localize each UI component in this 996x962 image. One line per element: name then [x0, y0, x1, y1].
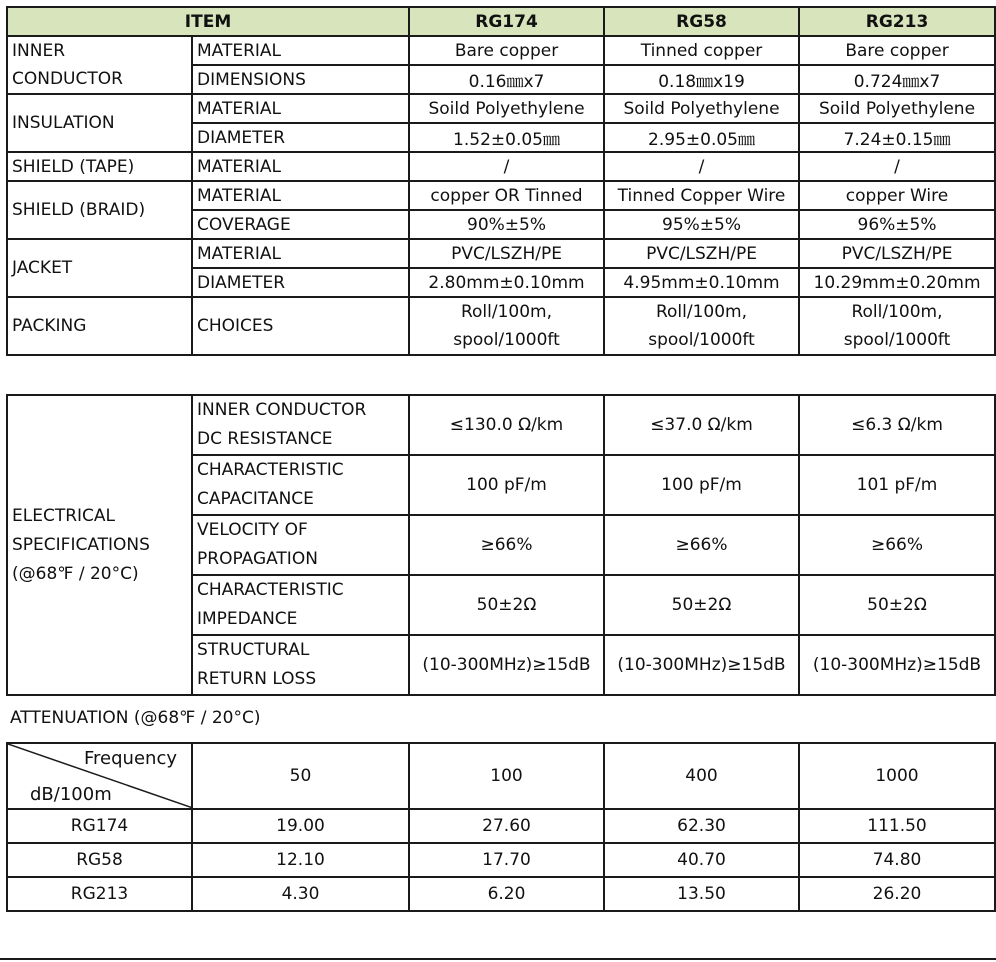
cell: 7.24±0.15㎜ — [799, 123, 995, 152]
electrical-label-line: (@68℉ / 20°C) — [12, 563, 139, 584]
packing-line: Roll/100m, — [655, 302, 748, 322]
label-line: RETURN LOSS — [197, 669, 317, 689]
property-label: MATERIAL — [192, 36, 409, 65]
cell: 6.20 — [409, 877, 604, 911]
cell: 0.724㎜x7 — [799, 65, 995, 94]
construction-table — [6, 6, 996, 356]
cell: 90%±5% — [409, 210, 604, 239]
cell: (10-300MHz)≥15dB — [409, 635, 604, 695]
item-header: ITEM — [7, 7, 409, 36]
model-header: RG213 — [799, 7, 995, 36]
cell: 100 pF/m — [604, 455, 799, 515]
table-row — [7, 152, 995, 181]
table-row — [7, 239, 995, 268]
property-label: DIAMETER — [192, 123, 409, 152]
cell: (10-300MHz)≥15dB — [604, 635, 799, 695]
cell: / — [799, 152, 995, 181]
packing-line: Roll/100m, — [460, 302, 553, 322]
cell: 100 pF/m — [409, 455, 604, 515]
table-row — [7, 297, 995, 355]
label-line: VELOCITY OF — [197, 520, 308, 540]
model-cell: RG213 — [7, 877, 192, 911]
cell: Bare copper — [409, 36, 604, 65]
label-line: PROPAGATION — [197, 549, 318, 569]
cell: copper Wire — [799, 181, 995, 210]
inner-conductor-label: INNER CONDUCTOR — [12, 41, 123, 89]
cell: ≤6.3 Ω/km — [799, 395, 995, 455]
table-row — [7, 36, 995, 65]
model-cell: RG174 — [7, 809, 192, 843]
label-line: STRUCTURAL — [197, 640, 310, 660]
packing-line: spool/1000ft — [648, 330, 755, 350]
shield-braid-label: SHIELD (BRAID) — [7, 181, 192, 239]
property-label — [192, 575, 409, 635]
cell: Tinned copper — [604, 36, 799, 65]
cell: 0.18㎜x19 — [604, 65, 799, 94]
electrical-label-line: ELECTRICAL — [12, 505, 116, 526]
cell: (10-300MHz)≥15dB — [799, 635, 995, 695]
model-cell: RG58 — [7, 843, 192, 877]
cell: 4.30 — [192, 877, 409, 911]
property-label: MATERIAL — [192, 181, 409, 210]
cell: ≥66% — [604, 515, 799, 575]
cell: 4.95mm±0.10mm — [604, 268, 799, 297]
property-label: CHOICES — [192, 297, 409, 355]
label-line: INNER CONDUCTOR — [197, 400, 367, 420]
cell: Bare copper — [799, 36, 995, 65]
label-line: CHARACTERISTIC — [197, 460, 344, 480]
header-row — [7, 7, 995, 36]
property-label: MATERIAL — [192, 152, 409, 181]
property-label — [192, 455, 409, 515]
cell: 12.10 — [192, 843, 409, 877]
cell: 19.00 — [192, 809, 409, 843]
cell: 111.50 — [799, 809, 995, 843]
frequency-cell: 400 — [604, 743, 799, 809]
table-row — [7, 94, 995, 123]
property-label — [192, 635, 409, 695]
cell: / — [604, 152, 799, 181]
row-group-label — [7, 36, 192, 94]
property-label — [192, 515, 409, 575]
table-row — [7, 877, 995, 911]
frequency-label: Frequency — [84, 748, 177, 769]
cell: 62.30 — [604, 809, 799, 843]
cell: 2.80mm±0.10mm — [409, 268, 604, 297]
table-row — [7, 843, 995, 877]
attenuation-title: ATTENUATION (@68℉ / 20°C) — [10, 708, 261, 728]
cell: 13.50 — [604, 877, 799, 911]
property-label: MATERIAL — [192, 94, 409, 123]
property-label: DIMENSIONS — [192, 65, 409, 94]
cell: ≤37.0 Ω/km — [604, 395, 799, 455]
cell: / — [409, 152, 604, 181]
cell: 50±2Ω — [604, 575, 799, 635]
electrical-label-line: SPECIFICATIONS — [12, 534, 150, 555]
electrical-table — [6, 394, 996, 696]
cell: 101 pF/m — [799, 455, 995, 515]
cell: Soild Polyethylene — [604, 94, 799, 123]
bottom-divider — [0, 958, 996, 960]
packing-line: Roll/100m, — [851, 302, 943, 322]
cell: copper OR Tinned — [409, 181, 604, 210]
cell: 0.16㎜x7 — [409, 65, 604, 94]
cell — [409, 297, 604, 355]
table-row — [7, 181, 995, 210]
cell — [799, 297, 995, 355]
label-line: CAPACITANCE — [197, 489, 314, 509]
model-header: RG174 — [409, 7, 604, 36]
frequency-header-row — [7, 743, 995, 809]
label-line: DC RESISTANCE — [197, 429, 333, 449]
insulation-label: INSULATION — [7, 94, 192, 152]
cell: 95%±5% — [604, 210, 799, 239]
label-line: IMPEDANCE — [197, 609, 298, 629]
property-label: COVERAGE — [192, 210, 409, 239]
table-row — [7, 809, 995, 843]
cell: Soild Polyethylene — [409, 94, 604, 123]
electrical-label — [7, 395, 192, 695]
cell: PVC/LSZH/PE — [604, 239, 799, 268]
cell: Soild Polyethylene — [799, 94, 995, 123]
cell: PVC/LSZH/PE — [799, 239, 995, 268]
cell: 96%±5% — [799, 210, 995, 239]
frequency-cell: 100 — [409, 743, 604, 809]
cell: 1.52±0.05㎜ — [409, 123, 604, 152]
frequency-cell: 50 — [192, 743, 409, 809]
db-unit-label: dB/100m — [30, 784, 112, 805]
corner-cell — [7, 743, 192, 809]
cell: 74.80 — [799, 843, 995, 877]
cell: 10.29mm±0.20mm — [799, 268, 995, 297]
attenuation-table — [6, 742, 996, 912]
cell: 26.20 — [799, 877, 995, 911]
table-row — [7, 395, 995, 455]
cell: PVC/LSZH/PE — [409, 239, 604, 268]
cell: 40.70 — [604, 843, 799, 877]
cell — [604, 297, 799, 355]
packing-line: spool/1000ft — [843, 330, 951, 350]
property-label — [192, 395, 409, 455]
cell: ≥66% — [799, 515, 995, 575]
cell: 50±2Ω — [799, 575, 995, 635]
cell: 17.70 — [409, 843, 604, 877]
packing-line: spool/1000ft — [453, 330, 560, 350]
frequency-cell: 1000 — [799, 743, 995, 809]
label-line: CHARACTERISTIC — [197, 580, 344, 600]
cell: 27.60 — [409, 809, 604, 843]
cell: 2.95±0.05㎜ — [604, 123, 799, 152]
property-label: DIAMETER — [192, 268, 409, 297]
packing-label: PACKING — [7, 297, 192, 355]
jacket-label: JACKET — [7, 239, 192, 297]
shield-tape-label: SHIELD (TAPE) — [7, 152, 192, 181]
cell: ≤130.0 Ω/km — [409, 395, 604, 455]
cell: Tinned Copper Wire — [604, 181, 799, 210]
cell: ≥66% — [409, 515, 604, 575]
property-label: MATERIAL — [192, 239, 409, 268]
cell: 50±2Ω — [409, 575, 604, 635]
model-header: RG58 — [604, 7, 799, 36]
